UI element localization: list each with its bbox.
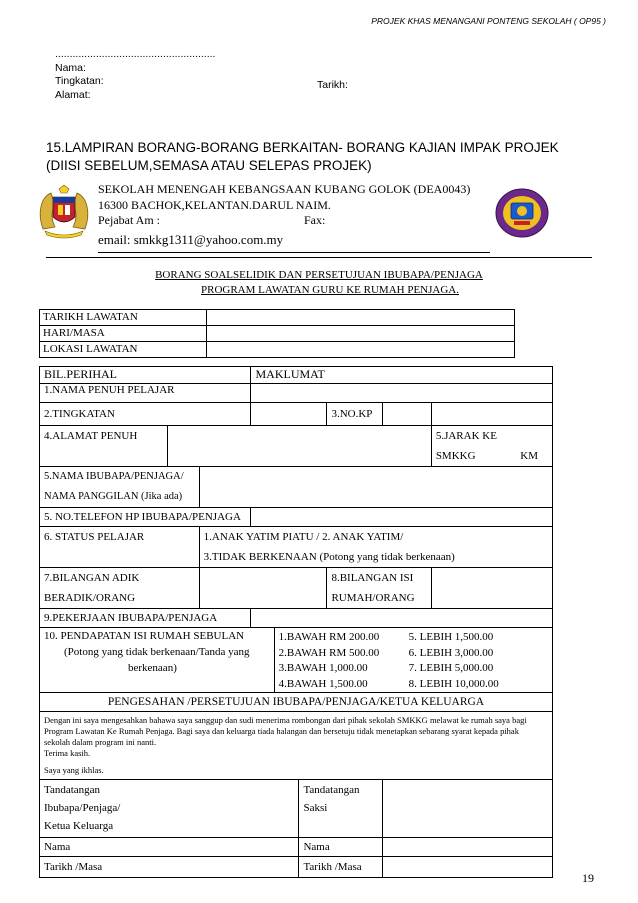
table-row xyxy=(40,838,553,857)
page-number: 19 xyxy=(582,871,594,885)
consent-line-4: Terima kasih. xyxy=(44,748,91,758)
tarikh-saksi-label: Tarikh /Masa xyxy=(299,857,383,878)
income-options-right xyxy=(409,630,499,692)
isi-label-1: 8.BILANGAN ISI xyxy=(331,572,414,584)
income-option-6: 6. LEBIH 3,000.00 xyxy=(408,646,494,659)
table-row xyxy=(40,367,553,384)
consent-line-3: sekolah dalam program ini nanti. xyxy=(44,737,157,747)
table-row xyxy=(40,628,553,693)
nama-pelajar-label: 1.NAMA PENUH PELAJAR xyxy=(40,384,251,403)
table-row xyxy=(40,326,515,342)
income-option-7: 7. LEBIH 5,000.00 xyxy=(408,662,494,674)
school-info xyxy=(98,182,470,247)
tingkatan-field[interactable] xyxy=(251,403,327,426)
tt-left-line-2: Ibubapa/Penjaga/ xyxy=(44,802,121,814)
alamat-label: Alamat: xyxy=(55,88,91,101)
pekerjaan-label: 9.PEKERJAAN IBUBAPA/PENJAGA xyxy=(40,609,251,628)
visit-label-lokasi: LOKASI LAWATAN xyxy=(40,342,207,358)
visit-label-hari: HARI/MASA xyxy=(40,326,207,342)
nama-saksi-field[interactable] xyxy=(383,838,553,857)
alamat-field[interactable] xyxy=(167,426,431,467)
alamat-row-label: 4.ALAMAT PENUH xyxy=(40,426,168,467)
questionnaire-table xyxy=(39,366,553,878)
lampiran-line-1: 15.LAMPIRAN BORANG-BORANG BERKAITAN- BORANG KAJIAN IMPAK PROJEK xyxy=(46,140,559,155)
telefon-label: 5. NO.TELEFON HP IBUBAPA/PENJAGA xyxy=(40,508,251,527)
isi-field[interactable] xyxy=(431,568,552,609)
school-pejabat: Pejabat Am : xyxy=(98,213,160,227)
table-row xyxy=(40,712,553,780)
visit-label-tarikh: TARIKH LAWATAN xyxy=(40,310,207,326)
table-row xyxy=(40,527,553,568)
nama-ibubapa-field[interactable] xyxy=(199,467,552,508)
jarak-label-2: SMKKG xyxy=(435,450,476,462)
adik-label xyxy=(40,568,200,609)
consent-text xyxy=(40,712,553,780)
table-row xyxy=(40,310,515,326)
form-title-line-2: PROGRAM LAWATAN GURU KE RUMAH PENJAGA. xyxy=(201,284,459,296)
pendapatan-label-3: berkenaan) xyxy=(128,662,177,674)
lampiran-heading xyxy=(46,139,606,175)
school-email: email: smkkg1311@yahoo.com.my xyxy=(98,231,284,247)
lampiran-line-2: (DIISI SEBELUM,SEMASA ATAU SELEPAS PROJEK) xyxy=(46,158,372,173)
income-options[interactable] xyxy=(274,628,552,693)
income-option-1: 1.BAWAH RM 200.00 xyxy=(278,631,380,643)
nokp-field-b[interactable] xyxy=(431,403,552,426)
nokp-label: 3.NO.KP xyxy=(327,403,383,426)
tarikh-ibubapa-label: Tarikh /Masa xyxy=(40,857,299,878)
bil-perihal-header: BIL.PERIHAL xyxy=(40,367,251,384)
status-option-1: 1.ANAK YATIM PIATU / 2. ANAK YATIM/ xyxy=(203,531,404,543)
pengesahan-heading: PENGESAHAN /PERSETUJUAN IBUBAPA/PENJAGA/KETUA KELUARGA xyxy=(40,693,553,712)
status-options[interactable] xyxy=(199,527,552,568)
school-badge-logo xyxy=(494,187,550,239)
table-row xyxy=(40,693,553,712)
letterhead-rule xyxy=(46,257,592,258)
visit-value-hari[interactable] xyxy=(207,326,515,342)
income-option-3: 3.BAWAH 1,000.00 xyxy=(278,662,368,674)
letterhead-underline xyxy=(98,252,490,253)
adik-label-2: BERADIK/ORANG xyxy=(44,592,136,604)
form-title xyxy=(0,268,638,298)
malaysia-crest-logo xyxy=(35,183,93,241)
table-row xyxy=(40,467,553,508)
jarak-label-1: 5.JARAK KE xyxy=(435,430,497,442)
table-row xyxy=(40,857,553,878)
consent-line-2: Program Lawatan Ke Rumah Penjaga. Bagi saya dan keluarga tiada halangan dan bersetuju tidak menetapkan sebarang syarat kepada pihak xyxy=(44,726,519,736)
income-option-5: 5. LEBIH 1,500.00 xyxy=(408,631,494,643)
school-address: 16300 BACHOK,KELANTAN.DARUL NAIM. xyxy=(98,197,331,212)
tandatangan-ibubapa-label xyxy=(40,780,299,838)
pendapatan-label-2: (Potong yang tidak berkenaan/Tanda yang xyxy=(64,646,250,658)
nama-ibubapa-label xyxy=(40,467,200,508)
top-fields xyxy=(55,48,215,102)
nokp-field-a[interactable] xyxy=(383,403,432,426)
nama-saksi-label: Nama xyxy=(299,838,383,857)
maklumat-header: MAKLUMAT xyxy=(251,367,553,384)
nama-ibubapa-label-2: NAMA PANGGILAN (Jika ada) xyxy=(44,491,183,502)
tt-right-line-1: Tandatangan xyxy=(303,784,360,796)
status-label: 6. STATUS PELAJAR xyxy=(40,527,200,568)
visit-value-tarikh[interactable] xyxy=(207,310,515,326)
tarikh-saksi-field[interactable] xyxy=(383,857,553,878)
running-header: PROJEK KHAS MENANGANI PONTENG SEKOLAH ( OP95 ) xyxy=(371,16,606,26)
table-row xyxy=(40,780,553,838)
visit-value-lokasi[interactable] xyxy=(207,342,515,358)
table-row xyxy=(40,403,553,426)
tandatangan-saksi-field[interactable] xyxy=(383,780,553,838)
consent-closing: Saya yang ikhlas. xyxy=(44,765,104,775)
tt-left-line-1: Tandatangan xyxy=(44,784,101,796)
status-option-2: 3.TIDAK BERKENAAN (Potong yang tidak berkenaan) xyxy=(203,551,455,563)
pendapatan-label-1: 10. PENDAPATAN ISI RUMAH SEBULAN xyxy=(44,630,245,642)
adik-field[interactable] xyxy=(199,568,327,609)
nama-ibubapa-label-1: 5.NAMA IBUBAPA/PENJAGA/ xyxy=(44,471,184,482)
form-title-line-1: BORANG SOALSELIDIK DAN PERSETUJUAN IBUBAPA/PENJAGA xyxy=(155,269,483,281)
income-options-left xyxy=(279,630,409,692)
dots-line: ....................................................... xyxy=(55,48,216,60)
jarak-cell[interactable] xyxy=(431,426,552,467)
tarikh-label: Tarikh: xyxy=(317,79,348,91)
tt-left-line-3: Ketua Keluarga xyxy=(44,820,114,832)
table-row xyxy=(40,568,553,609)
nama-pelajar-field[interactable] xyxy=(251,384,553,403)
nama-label: Nama: xyxy=(55,61,86,74)
table-row xyxy=(40,342,515,358)
telefon-field[interactable] xyxy=(251,508,553,527)
tt-right-line-2: Saksi xyxy=(303,802,328,814)
tandatangan-saksi-label xyxy=(299,780,383,838)
tingkatan-row-label: 2.TINGKATAN xyxy=(40,403,251,426)
income-option-4: 4.BAWAH 1,500.00 xyxy=(278,677,368,690)
income-option-8: 8. LEBIH 10,000.00 xyxy=(408,677,499,690)
adik-label-1: 7.BILANGAN ADIK xyxy=(44,572,140,584)
income-option-2: 2.BAWAH RM 500.00 xyxy=(278,646,380,659)
pendapatan-label xyxy=(40,628,275,693)
table-row xyxy=(40,508,553,527)
nama-ibubapa-sign-label: Nama xyxy=(40,838,299,857)
consent-line-1: Dengan ini saya mengesahkan bahawa saya sanggup dan sudi menerima rombongan dari pihak sekolah SMKKG melawat ke rumah saya bagi xyxy=(44,715,527,725)
isi-label xyxy=(327,568,431,609)
tingkatan-label: Tingkatan: xyxy=(55,75,104,87)
km-label: KM xyxy=(520,450,538,462)
pekerjaan-field[interactable] xyxy=(251,609,553,628)
table-row xyxy=(40,426,553,467)
visit-table xyxy=(39,309,515,358)
table-row xyxy=(40,609,553,628)
isi-label-2: RUMAH/ORANG xyxy=(331,592,415,604)
table-row xyxy=(40,384,553,403)
school-name: SEKOLAH MENENGAH KEBANGSAAN KUBANG GOLOK (DEA0043) xyxy=(98,182,471,196)
school-fax: Fax: xyxy=(304,213,326,227)
